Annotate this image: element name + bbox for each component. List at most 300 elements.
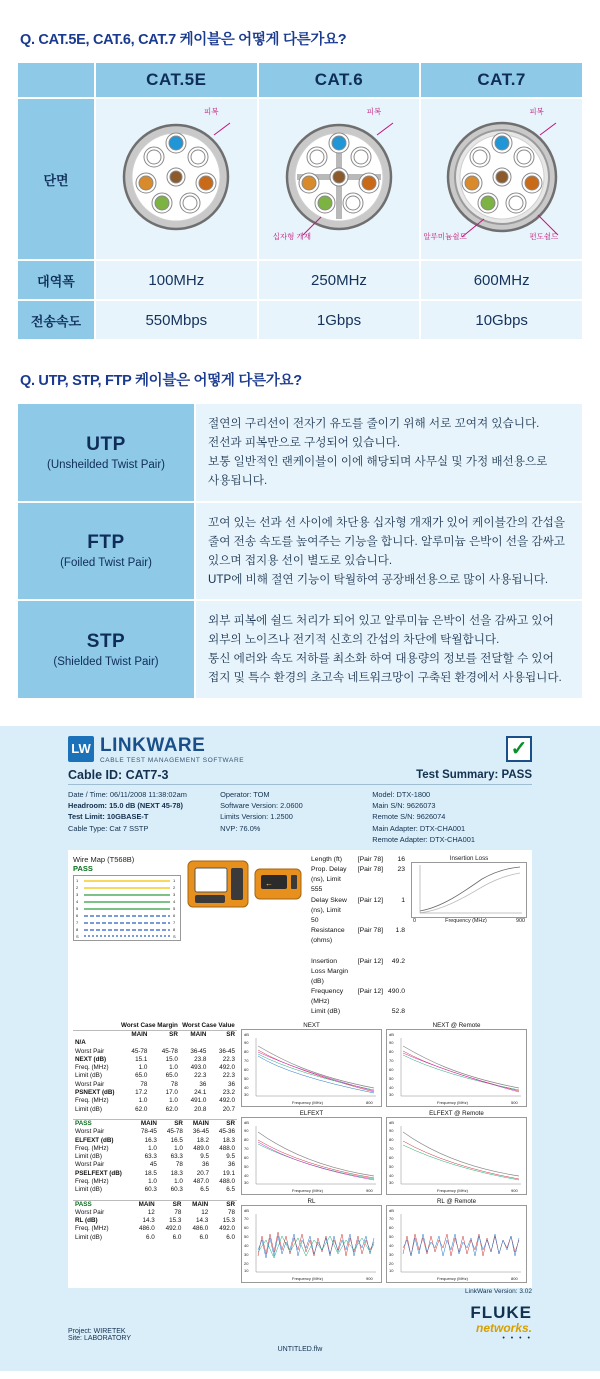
ftp-name-cell [18, 503, 194, 600]
elfext-remote-chart [386, 1110, 527, 1195]
report-footer [68, 1303, 532, 1342]
svg-text:S: S [173, 933, 176, 939]
cell: 12 [201, 1208, 209, 1216]
svg-text:70: 70 [244, 1215, 249, 1221]
row-label: Freq. (MHz) [75, 1097, 109, 1105]
wiremap-title: Wire Map (T568B) [73, 854, 135, 864]
measurement-name: Resistance (ohms) [311, 927, 345, 945]
cell: 486.0 [192, 1225, 209, 1233]
wiremap-status: PASS [73, 863, 93, 873]
fluke-networks-logo [470, 1303, 532, 1342]
cat7-svg [422, 99, 582, 249]
rl-chart-pair [241, 1198, 527, 1283]
cell: 65.0 [135, 1072, 148, 1080]
svg-text:dB: dB [389, 1207, 394, 1213]
meta-col-3 [372, 789, 532, 846]
row-label: Limit (dB) [75, 1072, 102, 1080]
group-header-worst-margin: Worst Case Margin [120, 1021, 178, 1029]
utp-desc-line: 사용됩니다. [208, 474, 268, 488]
ftp-desc-line: 있으며 접지용 선이 별도로 있습니다. [208, 553, 393, 567]
chart-plot [241, 1205, 382, 1283]
il-margin-row [311, 957, 405, 988]
header-corner-cell [18, 63, 94, 97]
table-row [73, 1081, 237, 1089]
cat7-cross-section-cell [421, 99, 582, 259]
svg-text:dB: dB [244, 1119, 249, 1125]
cell: 62.0 [165, 1105, 178, 1113]
col-header-sr: SR [169, 1030, 178, 1038]
table-row-utp [18, 404, 582, 501]
il-value: 52.8 [391, 1008, 405, 1016]
svg-text:30: 30 [244, 1251, 249, 1257]
measurement-row [311, 865, 405, 896]
svg-text:dB: dB [244, 1031, 249, 1037]
cell: 493.0 [190, 1064, 207, 1072]
il-name: Frequency (MHz) [311, 988, 344, 1006]
cell: 65.0 [165, 1072, 178, 1080]
cell [180, 1039, 209, 1047]
col-header-main: MAIN [192, 1119, 209, 1127]
meta-line: Cable Type: Cat 7 SSTP [68, 823, 149, 833]
svg-text:30: 30 [389, 1251, 394, 1257]
cell: 60.3 [144, 1186, 157, 1194]
svg-text:30: 30 [244, 1179, 249, 1185]
svg-text:5: 5 [76, 905, 79, 911]
test-summary-label: Test Summary: PASS [416, 768, 532, 781]
cell [208, 1039, 237, 1047]
meta-line: Main S/N: 9626073 [372, 800, 436, 810]
pass-check-icon: ✓ [506, 736, 532, 762]
svg-text:900: 900 [511, 1187, 518, 1193]
meta-line: Remote Adapter: DTX-CHA001 [372, 835, 475, 845]
linkware-subtitle: CABLE TEST MANAGEMENT SOFTWARE [100, 756, 245, 764]
cell: 22.3 [222, 1055, 235, 1063]
cell: 6.5 [200, 1186, 209, 1194]
stp-name-cell [18, 601, 194, 698]
svg-text:←: ← [265, 878, 273, 888]
tester-device-image [187, 855, 305, 1018]
insertion-loss-chart [411, 855, 527, 1018]
row-label: Worst Pair [75, 1161, 105, 1169]
measurement-value: 1.8 [395, 927, 405, 935]
cell: 63.3 [170, 1153, 183, 1161]
cell: 9.5 [226, 1153, 235, 1161]
svg-text:70: 70 [389, 1215, 394, 1221]
footer-project-site [68, 1328, 131, 1342]
row-label: NEXT (dB) [75, 1055, 107, 1063]
measurement-name: Delay Skew (ns), Limit 50 [311, 896, 347, 924]
cell: 36 [199, 1080, 207, 1088]
cell: 488.0 [219, 1144, 235, 1152]
table-row [73, 1145, 237, 1153]
insertion-loss-svg [412, 863, 526, 917]
stp-description-cell [196, 601, 582, 698]
table-header-row [18, 63, 582, 97]
speed-cat7: 10Gbps [421, 301, 582, 339]
ftp-desc-line: 줄여 전송 속도를 높여주는 기능을 합니다. 알루미늄 은박이 선을 감싸고 [208, 534, 566, 548]
svg-text:60: 60 [244, 1224, 249, 1230]
row-label-bandwidth: 대역폭 [18, 261, 94, 299]
cell: 492.0 [219, 1097, 235, 1105]
cell: 23.8 [194, 1055, 207, 1063]
cell: 18.2 [196, 1136, 209, 1144]
bandwidth-cat6: 250MHz [259, 261, 420, 299]
svg-text:2: 2 [76, 884, 79, 890]
row-label: Freq. (MHz) [75, 1144, 109, 1152]
svg-text:60: 60 [389, 1066, 394, 1072]
svg-text:500: 500 [511, 1099, 518, 1105]
elfext-results-table [73, 1119, 237, 1195]
table-row [73, 1128, 237, 1136]
svg-text:30: 30 [389, 1091, 394, 1097]
svg-text:40: 40 [389, 1084, 394, 1090]
svg-text:900: 900 [366, 1187, 373, 1193]
cell: 19.1 [222, 1169, 235, 1177]
wiremap-svg [74, 876, 180, 940]
utp-desc-line: 전선과 피복만으로 구성되어 있습니다. [208, 436, 401, 450]
cell: 18.3 [170, 1169, 183, 1177]
table-row [73, 1089, 237, 1097]
wiremap-block [73, 855, 181, 1018]
cell: 15.3 [169, 1217, 182, 1225]
utp-full-name: (Unsheilded Twist Pair) [46, 458, 166, 471]
rl-remote-chart [386, 1198, 527, 1283]
row-label: ELFEXT (dB) [75, 1136, 114, 1144]
cell: 492.0 [219, 1064, 235, 1072]
cell: 1.0 [138, 1097, 148, 1105]
rl-results-table [73, 1200, 237, 1242]
cat5e-svg [96, 99, 256, 249]
cat6-jacket-label: 피복 [366, 107, 382, 116]
meta-line: Test Limit: 10GBASE-T [68, 812, 149, 822]
utp-desc-line: 절연의 구리선이 전자기 유도를 줄이기 위해 서로 꼬여져 있습니다. [208, 417, 540, 430]
tester-svg [187, 855, 305, 921]
cross-section-row [18, 99, 582, 259]
table-row [73, 1178, 237, 1186]
cell: 22.3 [222, 1072, 235, 1080]
next-results-table [73, 1022, 237, 1114]
cat7-cable-diagram [421, 99, 582, 259]
linkware-logo [68, 736, 244, 764]
question-2-heading: Q. UTP, STP, FTP 케이블은 어떻게 다른가요? [20, 373, 302, 389]
cell: 15.3 [222, 1217, 235, 1225]
meta-line: NVP: 76.0% [220, 823, 261, 833]
svg-text:1: 1 [76, 877, 79, 883]
charts-column [241, 1022, 527, 1283]
svg-text:50: 50 [389, 1163, 394, 1169]
cell: 6.5 [226, 1186, 235, 1194]
svg-text:8: 8 [76, 926, 79, 932]
chart-plot [386, 1029, 527, 1107]
next-remote-svg [387, 1030, 526, 1106]
row-label: Worst Pair [75, 1208, 105, 1216]
svg-text:80: 80 [389, 1136, 394, 1142]
col-header-main: MAIN [138, 1200, 155, 1208]
meta-line: Headroom: 15.0 dB (NEXT 45-78) [68, 800, 183, 810]
col-header-main: MAIN [140, 1119, 157, 1127]
cell: 492.0 [165, 1225, 182, 1233]
cell: 45-78 [166, 1128, 183, 1136]
table-row [73, 1234, 237, 1242]
cell: 12 [147, 1208, 155, 1216]
cell: 9.5 [200, 1153, 209, 1161]
cell: 486.0 [138, 1225, 155, 1233]
column-header-cat6: CAT.6 [259, 63, 420, 97]
row-label-cross-section: 단면 [18, 99, 94, 259]
cell: 36-45 [192, 1128, 209, 1136]
svg-text:90: 90 [389, 1039, 394, 1045]
chart-x-max: 900 [515, 917, 525, 924]
chart-title: ELFEXT @ Remote [429, 1109, 484, 1117]
svg-text:90: 90 [244, 1127, 249, 1133]
results-tables [73, 1022, 237, 1283]
cat7-jacket-label: 피복 [529, 107, 544, 116]
il-margin-row [311, 987, 405, 1007]
utp-abbr: UTP [86, 433, 126, 455]
elfext-chart [241, 1110, 382, 1195]
cell: 20.7 [222, 1105, 235, 1113]
table-row [73, 1186, 237, 1194]
cell [119, 1039, 149, 1047]
bandwidth-row [18, 261, 582, 299]
row-label: Freq. (MHz) [75, 1178, 109, 1185]
svg-text:3: 3 [173, 891, 176, 897]
col-header-sr: SR [226, 1030, 235, 1038]
document-page [0, 28, 600, 700]
cat6-svg [259, 99, 419, 249]
cell: 17.2 [135, 1089, 148, 1097]
ftp-description-cell [196, 503, 582, 600]
svg-text:10: 10 [244, 1267, 249, 1273]
cell: 45-78 [161, 1047, 178, 1055]
bandwidth-cat7: 600MHz [421, 261, 582, 299]
meta-line: Operator: TOM [220, 789, 270, 799]
cell: 14.3 [195, 1217, 209, 1225]
measurement-row [311, 896, 405, 927]
svg-text:dB: dB [244, 1207, 249, 1213]
svg-text:4: 4 [173, 898, 176, 904]
svg-text:Frequency (MHz): Frequency (MHz) [292, 1275, 323, 1281]
cell: 36-45 [218, 1047, 235, 1055]
project-label: Project: WIRETEK [68, 1327, 126, 1335]
fluke-dots-icon: • • • • [502, 1334, 532, 1342]
elfext-status: PASS [75, 1119, 92, 1127]
report-header [68, 736, 532, 764]
row-label-speed: 전송속도 [18, 301, 94, 339]
cell: 15.0 [165, 1055, 178, 1063]
svg-text:40: 40 [389, 1172, 394, 1178]
svg-text:800: 800 [511, 1275, 518, 1281]
cell: 63.3 [144, 1153, 157, 1161]
linkware-version: LinkWare Version: 3.02 [465, 1287, 532, 1295]
utp-name-cell [18, 404, 194, 501]
measurement-name: Length (ft) [311, 855, 342, 863]
cell: 1.0 [174, 1178, 183, 1185]
svg-text:80: 80 [244, 1048, 249, 1054]
cell: 22.3 [194, 1072, 207, 1080]
svg-text:40: 40 [244, 1084, 249, 1090]
il-margin-row [311, 1007, 405, 1017]
col-header-sr: SR [226, 1119, 235, 1127]
cell: 1.0 [169, 1064, 178, 1072]
svg-text:60: 60 [244, 1154, 249, 1160]
spacer-cell [73, 1022, 119, 1031]
table-row [73, 1217, 237, 1225]
cell: 20.8 [194, 1105, 207, 1113]
report-id-row [68, 768, 532, 785]
row-label: RL (dB) [75, 1217, 98, 1225]
col-header-main: MAIN [192, 1200, 209, 1208]
cell: 1.0 [148, 1144, 157, 1152]
svg-text:90: 90 [244, 1039, 249, 1045]
cell: 15.1 [135, 1055, 148, 1063]
svg-text:60: 60 [244, 1066, 249, 1072]
next-chart-pair [241, 1022, 527, 1107]
rl-svg [242, 1206, 381, 1282]
meta-line: Limits Version: 1.2500 [220, 812, 293, 822]
ftp-desc-line: UTP에 비해 절연 기능이 탁월하여 공장배선용으로 많이 사용됩니다. [208, 572, 549, 586]
chart-title: NEXT @ Remote [432, 1021, 481, 1029]
length-measurements [311, 855, 405, 1018]
chart-plot [411, 862, 527, 918]
cell [149, 1039, 179, 1047]
svg-text:2: 2 [173, 884, 176, 890]
svg-text:80: 80 [244, 1136, 249, 1142]
cell: 24.1 [194, 1089, 207, 1097]
svg-text:80: 80 [389, 1048, 394, 1054]
svg-text:7: 7 [76, 919, 79, 925]
meta-line: Model: DTX-1800 [372, 789, 431, 799]
utp-description-cell [196, 404, 582, 501]
svg-text:5: 5 [173, 905, 176, 911]
svg-text:40: 40 [244, 1242, 249, 1248]
elfext-svg [242, 1118, 381, 1194]
table-row [73, 1170, 237, 1178]
il-pair: [Pair 12] [357, 988, 383, 996]
chart-title: ELFEXT [299, 1109, 324, 1117]
svg-text:6: 6 [76, 912, 79, 918]
svg-text:Frequency (MHz): Frequency (MHz) [437, 1275, 468, 1281]
rl-status: PASS [75, 1200, 92, 1208]
speed-cat5e: 550Mbps [96, 301, 257, 339]
il-name: Insertion Loss Margin (dB) [311, 957, 349, 985]
measurement-value: 16 [397, 855, 405, 863]
svg-text:Frequency (MHz): Frequency (MHz) [437, 1187, 468, 1193]
svg-text:3: 3 [76, 891, 79, 897]
measurement-pair: [Pair 78] [357, 855, 383, 863]
svg-text:40: 40 [244, 1172, 249, 1178]
svg-text:50: 50 [389, 1075, 394, 1081]
linkware-wordmark: LINKWARE [100, 734, 206, 756]
fluke-wordmark: FLUKE [470, 1302, 532, 1322]
question-1-heading: Q. CAT.5E, CAT.6, CAT.7 케이블은 어떻게 다른가요? [20, 32, 347, 48]
next-svg [242, 1030, 381, 1106]
wiremap-row [73, 855, 527, 1018]
svg-text:50: 50 [244, 1163, 249, 1169]
cat6-cross-section-cell [259, 99, 420, 259]
svg-text:900: 900 [366, 1275, 373, 1281]
svg-text:90: 90 [389, 1127, 394, 1133]
svg-text:70: 70 [389, 1057, 394, 1063]
filename-label: UNTITLED.flw [277, 1345, 323, 1353]
il-name: Limit (dB) [311, 1008, 341, 1016]
svg-text:10: 10 [389, 1267, 394, 1273]
cell: 45-78 [131, 1047, 148, 1055]
utp-comparison-table [16, 402, 584, 700]
meta-line: Date / Time: 06/11/2008 11:38:02am [68, 789, 187, 799]
networks-wordmark: networks. [475, 1320, 532, 1335]
measurement-pair: [Pair 78] [357, 866, 383, 874]
table-row [73, 1039, 237, 1047]
measurement-row [311, 926, 405, 946]
cell: 18.5 [144, 1169, 157, 1177]
il-value: 490.0 [387, 988, 405, 996]
col-header-sr: SR [226, 1200, 235, 1208]
cat5e-cross-section-cell [96, 99, 257, 259]
cell: 1.0 [148, 1178, 157, 1185]
wiremap-diagram [73, 875, 181, 941]
table-row [73, 1153, 237, 1161]
measurement-row [311, 855, 405, 865]
report-body [68, 850, 532, 1288]
cell: 17.0 [165, 1089, 178, 1097]
svg-text:60: 60 [389, 1224, 394, 1230]
cell: 1.0 [169, 1097, 178, 1105]
chart-title: RL @ Remote [436, 1197, 477, 1205]
chart-x-label: Frequency (MHz) [445, 917, 487, 924]
il-value: 49.2 [391, 957, 405, 965]
cell: 36 [227, 1080, 235, 1088]
cell: 6.0 [226, 1233, 235, 1241]
chart-title: Insertion Loss [449, 854, 489, 862]
row-label: Limit (dB) [75, 1105, 102, 1113]
speed-cat6: 1Gbps [259, 301, 420, 339]
cell: 78 [170, 1080, 178, 1088]
results-grid [73, 1022, 527, 1283]
svg-text:50: 50 [244, 1233, 249, 1239]
meta-line: Software Version: 2.0600 [220, 800, 303, 810]
ftp-full-name: (Foiled Twist Pair) [60, 557, 152, 570]
svg-text:70: 70 [389, 1145, 394, 1151]
next-chart [241, 1022, 382, 1107]
svg-text:30: 30 [389, 1179, 394, 1185]
cell: 489.0 [193, 1144, 209, 1152]
svg-text:4: 4 [76, 898, 79, 904]
cat5e-cable-diagram [96, 99, 257, 259]
rl-remote-svg [387, 1206, 526, 1282]
svg-text:20: 20 [244, 1260, 249, 1266]
il-pair [349, 1007, 383, 1017]
ftp-abbr: FTP [87, 532, 125, 554]
chart-plot [386, 1205, 527, 1283]
meta-col-1 [68, 789, 220, 846]
group-header-worst-value: Worst Case Value [182, 1021, 235, 1029]
col-header-sr: SR [172, 1200, 182, 1208]
bandwidth-cat5e: 100MHz [96, 261, 257, 299]
col-header-main: MAIN [131, 1030, 148, 1038]
cell: 488.0 [219, 1178, 235, 1185]
linkware-report [0, 726, 600, 1371]
column-header-row [73, 1200, 237, 1209]
stp-full-name: (Shielded Twist Pair) [53, 655, 159, 668]
svg-text:1: 1 [173, 877, 176, 883]
meta-line: Main Adapter: DTX-CHA001 [372, 823, 466, 833]
column-header-cat7: CAT.7 [421, 63, 582, 97]
svg-text:7: 7 [173, 919, 176, 925]
cell: 487.0 [193, 1178, 209, 1185]
cell: 78-45 [140, 1128, 157, 1136]
meta-line: Remote S/N: 9626074 [372, 812, 446, 822]
